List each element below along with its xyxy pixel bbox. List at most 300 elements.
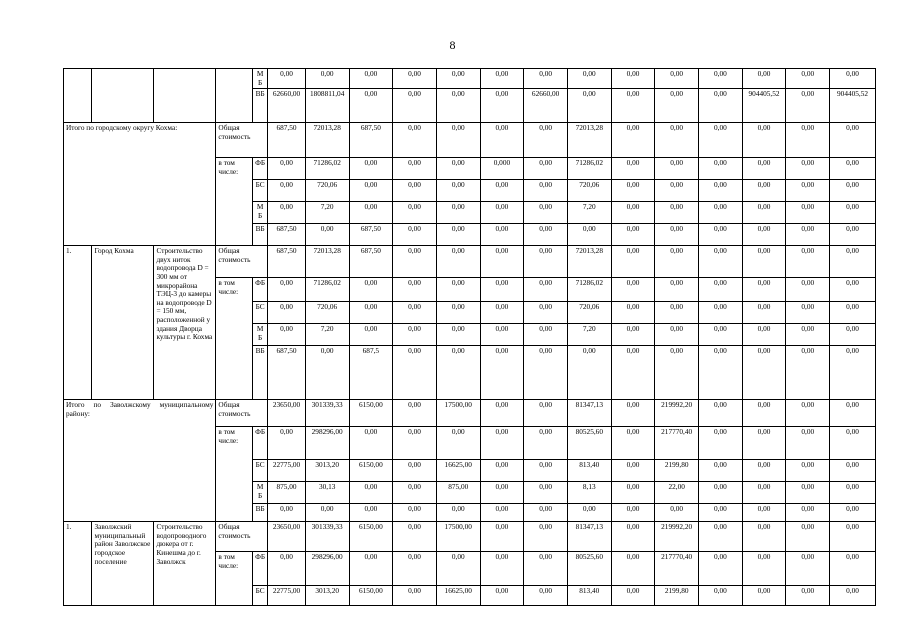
value-cell: 3013,20 [305, 586, 349, 606]
value-cell: 875,00 [268, 482, 306, 504]
value-cell: 0,00 [393, 224, 437, 246]
type-total-label: Общая стоимость [216, 400, 268, 427]
value-cell: 0,00 [830, 482, 876, 504]
value-cell: 0,00 [268, 69, 306, 89]
value-cell: 3013,20 [305, 460, 349, 482]
subtotal-label: Итого по Заволжскому муниципальному району: [64, 400, 216, 522]
value-cell: 0,00 [393, 504, 437, 522]
value-cell: 0,00 [699, 302, 743, 324]
value-cell: 0,00 [480, 324, 524, 346]
value-cell: 0,00 [699, 180, 743, 202]
value-cell: 81347,13 [567, 400, 611, 427]
value-cell: 0,00 [480, 202, 524, 224]
value-cell: 0,00 [655, 202, 699, 224]
value-cell: 7,20 [567, 324, 611, 346]
value-cell: 0,000 [480, 158, 524, 180]
value-cell: 0,00 [393, 302, 437, 324]
value-cell: 71286,02 [567, 158, 611, 180]
value-cell: 0,00 [742, 302, 786, 324]
value-cell: 0,00 [742, 427, 786, 460]
value-cell: 0,00 [611, 460, 655, 482]
value-cell: 0,00 [699, 522, 743, 552]
value-cell: 0,00 [830, 460, 876, 482]
value-cell: 0,00 [305, 69, 349, 89]
value-cell: 0,00 [742, 324, 786, 346]
value-cell: 0,00 [393, 89, 437, 123]
type-including-label: в том числе: [216, 427, 253, 522]
value-cell: 0,00 [524, 224, 568, 246]
value-cell: 0,00 [611, 202, 655, 224]
value-cell: 0,00 [655, 180, 699, 202]
value-cell: 0,00 [305, 224, 349, 246]
value-cell: 0,00 [742, 246, 786, 278]
value-cell: 71286,02 [305, 278, 349, 302]
value-cell: 0,00 [611, 552, 655, 586]
value-cell: 0,00 [349, 552, 393, 586]
value-cell: 0,00 [655, 69, 699, 89]
value-cell: 0,00 [480, 460, 524, 482]
value-cell: 0,00 [393, 522, 437, 552]
value-cell: 80525,60 [567, 552, 611, 586]
value-cell: 0,00 [830, 224, 876, 246]
value-cell: 72013,28 [567, 246, 611, 278]
value-cell: 0,00 [699, 427, 743, 460]
funding-source-cell: ФБ [253, 158, 268, 180]
value-cell: 16625,00 [436, 586, 480, 606]
value-cell: 301339,33 [305, 522, 349, 552]
funding-source-cell: ФБ [253, 427, 268, 460]
value-cell: 0,00 [611, 69, 655, 89]
value-cell: 0,00 [567, 89, 611, 123]
value-cell: 0,00 [567, 224, 611, 246]
value-cell: 0,00 [611, 427, 655, 460]
value-cell: 0,00 [699, 202, 743, 224]
value-cell: 0,00 [393, 324, 437, 346]
value-cell: 0,00 [786, 427, 830, 460]
value-cell: 0,00 [436, 552, 480, 586]
value-cell: 0,00 [524, 158, 568, 180]
value-cell: 0,00 [268, 324, 306, 346]
value-cell: 0,00 [830, 324, 876, 346]
value-cell: 0,00 [611, 324, 655, 346]
value-cell: 0,00 [393, 400, 437, 427]
funding-source-cell: МБ [253, 482, 268, 504]
value-cell: 301339,33 [305, 400, 349, 427]
value-cell: 0,00 [524, 123, 568, 158]
value-cell: 0,00 [305, 346, 349, 400]
value-cell: 0,00 [480, 346, 524, 400]
value-cell: 0,00 [480, 482, 524, 504]
value-cell: 0,00 [524, 346, 568, 400]
value-cell: 0,00 [786, 460, 830, 482]
value-cell: 72013,28 [305, 123, 349, 158]
value-cell: 0,00 [480, 302, 524, 324]
value-cell: 0,00 [611, 302, 655, 324]
item-object: Строительство водопроводного дюкера от г. Кинешма до г. Заволжск [154, 522, 216, 606]
value-cell: 0,00 [436, 123, 480, 158]
funding-source-cell: МБ [253, 69, 268, 89]
value-cell: 687,50 [268, 224, 306, 246]
value-cell: 687,50 [268, 123, 306, 158]
value-cell: 0,00 [611, 224, 655, 246]
value-cell: 0,00 [699, 324, 743, 346]
value-cell: 0,00 [480, 69, 524, 89]
value-cell: 0,00 [268, 158, 306, 180]
value-cell: 0,00 [480, 89, 524, 123]
value-cell: 0,00 [786, 482, 830, 504]
place-cell [92, 69, 154, 123]
value-cell: 0,00 [436, 158, 480, 180]
value-cell: 0,00 [480, 246, 524, 278]
value-cell: 720,06 [567, 180, 611, 202]
type-cell [216, 69, 253, 123]
value-cell: 17500,00 [436, 400, 480, 427]
value-cell: 0,00 [393, 123, 437, 158]
type-including-label: в том числе: [216, 552, 253, 606]
value-cell: 0,00 [830, 427, 876, 460]
value-cell: 0,00 [742, 346, 786, 400]
value-cell: 22775,00 [268, 460, 306, 482]
value-cell: 0,00 [786, 180, 830, 202]
value-cell: 0,00 [393, 482, 437, 504]
value-cell: 0,00 [349, 427, 393, 460]
value-cell: 0,00 [655, 324, 699, 346]
value-cell: 0,00 [742, 224, 786, 246]
value-cell: 0,00 [830, 522, 876, 552]
value-cell: 219992,20 [655, 522, 699, 552]
value-cell: 0,00 [393, 586, 437, 606]
value-cell: 0,00 [742, 586, 786, 606]
value-cell: 0,00 [524, 278, 568, 302]
value-cell: 0,00 [524, 586, 568, 606]
value-cell: 0,00 [349, 302, 393, 324]
value-cell: 875,00 [436, 482, 480, 504]
value-cell: 0,00 [742, 202, 786, 224]
funding-source-cell: БС [253, 180, 268, 202]
funding-source-cell: ВБ [253, 224, 268, 246]
value-cell: 23650,00 [268, 400, 306, 427]
funding-source-cell: ФБ [253, 278, 268, 302]
value-cell: 0,00 [567, 504, 611, 522]
value-cell: 0,00 [786, 302, 830, 324]
value-cell: 0,00 [786, 522, 830, 552]
value-cell: 0,00 [393, 180, 437, 202]
value-cell: 0,00 [436, 202, 480, 224]
value-cell: 0,00 [611, 346, 655, 400]
item-place: Заволжский муниципальный район Заволжское городское поселение [92, 522, 154, 606]
value-cell: 0,00 [699, 346, 743, 400]
value-cell: 0,00 [268, 552, 306, 586]
value-cell: 0,00 [524, 180, 568, 202]
value-cell: 0,00 [480, 522, 524, 552]
value-cell: 0,00 [742, 482, 786, 504]
value-cell: 80525,60 [567, 427, 611, 460]
value-cell: 687,50 [349, 246, 393, 278]
value-cell: 0,00 [655, 278, 699, 302]
value-cell: 0,00 [268, 302, 306, 324]
value-cell: 0,00 [830, 586, 876, 606]
value-cell: 0,00 [699, 69, 743, 89]
value-cell: 62660,00 [268, 89, 306, 123]
value-cell: 0,00 [524, 69, 568, 89]
value-cell: 2199,80 [655, 460, 699, 482]
value-cell: 0,00 [480, 552, 524, 586]
value-cell: 813,40 [567, 586, 611, 606]
value-cell: 0,00 [436, 246, 480, 278]
value-cell: 0,00 [611, 522, 655, 552]
value-cell: 0,00 [742, 400, 786, 427]
value-cell: 0,00 [349, 89, 393, 123]
value-cell: 720,06 [305, 180, 349, 202]
value-cell: 0,00 [611, 158, 655, 180]
funding-source-cell: БС [253, 460, 268, 482]
value-cell: 17500,00 [436, 522, 480, 552]
value-cell: 0,00 [699, 586, 743, 606]
value-cell: 0,00 [524, 522, 568, 552]
value-cell: 0,00 [830, 158, 876, 180]
value-cell: 1808811,04 [305, 89, 349, 123]
object-cell [154, 69, 216, 123]
value-cell: 0,00 [655, 89, 699, 123]
value-cell: 0,00 [524, 400, 568, 427]
value-cell: 0,00 [268, 504, 306, 522]
value-cell: 219992,20 [655, 400, 699, 427]
value-cell: 0,00 [699, 158, 743, 180]
value-cell: 0,00 [436, 89, 480, 123]
value-cell: 72013,28 [305, 246, 349, 278]
value-cell: 0,00 [786, 202, 830, 224]
value-cell: 0,00 [699, 123, 743, 158]
value-cell: 0,00 [393, 346, 437, 400]
value-cell: 0,00 [786, 346, 830, 400]
value-cell: 0,00 [524, 504, 568, 522]
value-cell: 0,00 [611, 400, 655, 427]
value-cell: 0,00 [830, 302, 876, 324]
value-cell: 0,00 [436, 224, 480, 246]
value-cell: 0,00 [611, 89, 655, 123]
type-including-label: в том числе: [216, 278, 253, 400]
item-number: 1. [64, 522, 92, 606]
value-cell: 0,00 [699, 552, 743, 586]
value-cell: 0,00 [830, 552, 876, 586]
value-cell: 0,00 [611, 586, 655, 606]
value-cell: 0,00 [480, 586, 524, 606]
value-cell: 0,00 [655, 123, 699, 158]
value-cell: 0,00 [786, 224, 830, 246]
funding-source-cell: ФБ [253, 552, 268, 586]
value-cell: 687,5 [349, 346, 393, 400]
value-cell: 0,00 [786, 89, 830, 123]
value-cell: 0,00 [742, 460, 786, 482]
value-cell: 0,00 [699, 278, 743, 302]
value-cell: 0,00 [786, 400, 830, 427]
value-cell: 0,00 [830, 346, 876, 400]
value-cell: 0,00 [655, 346, 699, 400]
value-cell: 0,00 [480, 400, 524, 427]
value-cell: 8,13 [567, 482, 611, 504]
value-cell: 0,00 [830, 180, 876, 202]
value-cell: 0,00 [436, 504, 480, 522]
value-cell: 0,00 [742, 522, 786, 552]
value-cell: 904405,52 [742, 89, 786, 123]
value-cell: 0,00 [480, 180, 524, 202]
value-cell: 0,00 [349, 158, 393, 180]
value-cell: 6150,00 [349, 460, 393, 482]
value-cell: 0,00 [480, 224, 524, 246]
value-cell: 0,00 [611, 180, 655, 202]
value-cell: 0,00 [436, 346, 480, 400]
value-cell: 62660,00 [524, 89, 568, 123]
value-cell: 0,00 [436, 69, 480, 89]
funding-source-cell: МБ [253, 202, 268, 224]
value-cell: 0,00 [480, 278, 524, 302]
value-cell: 0,00 [742, 123, 786, 158]
value-cell: 0,00 [524, 552, 568, 586]
value-cell: 687,50 [268, 246, 306, 278]
value-cell: 0,00 [524, 324, 568, 346]
value-cell: 22,00 [655, 482, 699, 504]
value-cell: 0,00 [349, 69, 393, 89]
item-number: 1. [64, 246, 92, 400]
value-cell: 0,00 [393, 158, 437, 180]
value-cell: 298296,00 [305, 552, 349, 586]
value-cell: 0,00 [699, 504, 743, 522]
value-cell: 0,00 [393, 246, 437, 278]
type-total-label: Общая стоимость [216, 123, 268, 158]
value-cell: 7,20 [305, 324, 349, 346]
value-cell: 0,00 [830, 246, 876, 278]
value-cell: 0,00 [393, 202, 437, 224]
value-cell: 720,06 [305, 302, 349, 324]
value-cell: 0,00 [524, 482, 568, 504]
value-cell: 0,00 [349, 202, 393, 224]
value-cell: 6150,00 [349, 522, 393, 552]
value-cell: 0,00 [742, 180, 786, 202]
value-cell: 0,00 [742, 504, 786, 522]
value-cell: 0,00 [393, 460, 437, 482]
value-cell: 0,00 [655, 224, 699, 246]
value-cell: 0,00 [524, 246, 568, 278]
value-cell: 0,00 [480, 123, 524, 158]
value-cell: 0,00 [480, 427, 524, 460]
value-cell: 0,00 [611, 504, 655, 522]
value-cell: 0,00 [436, 324, 480, 346]
value-cell: 0,00 [699, 246, 743, 278]
value-cell: 22775,00 [268, 586, 306, 606]
funding-source-cell: ВБ [253, 504, 268, 522]
value-cell: 0,00 [742, 158, 786, 180]
value-cell: 0,00 [786, 324, 830, 346]
page-number: 8 [449, 38, 456, 52]
type-including-label: в том числе: [216, 158, 253, 246]
value-cell: 298296,00 [305, 427, 349, 460]
value-cell: 0,00 [436, 302, 480, 324]
value-cell: 0,00 [699, 400, 743, 427]
funding-source-cell: ВБ [253, 346, 268, 400]
subtotal-label: Итого по городскому округу Кохма: [64, 123, 216, 246]
value-cell: 0,00 [655, 158, 699, 180]
type-total-label: Общая стоимость [216, 246, 268, 278]
value-cell: 0,00 [830, 123, 876, 158]
value-cell: 0,00 [699, 224, 743, 246]
value-cell: 30,13 [305, 482, 349, 504]
value-cell: 0,00 [436, 180, 480, 202]
value-cell: 72013,28 [567, 123, 611, 158]
value-cell: 0,00 [786, 586, 830, 606]
value-cell: 0,00 [742, 278, 786, 302]
item-object: Строительство двух ниток водопровода D = 300 мм от микрорайона ТЭЦ-3 до камеры на водопроводе D = 150 мм, расположенной у здания Дворца культуры г. Кохма [154, 246, 216, 400]
value-cell: 0,00 [830, 400, 876, 427]
value-cell: 0,00 [524, 460, 568, 482]
value-cell: 904405,52 [830, 89, 876, 123]
value-cell: 0,00 [786, 504, 830, 522]
value-cell: 0,00 [699, 460, 743, 482]
value-cell: 687,50 [349, 123, 393, 158]
value-cell: 0,00 [611, 123, 655, 158]
value-cell: 0,00 [268, 180, 306, 202]
value-cell: 0,00 [611, 278, 655, 302]
value-cell: 0,00 [742, 69, 786, 89]
value-cell: 0,00 [268, 427, 306, 460]
value-cell: 23650,00 [268, 522, 306, 552]
value-cell: 0,00 [349, 324, 393, 346]
value-cell: 0,00 [655, 302, 699, 324]
budget-table [63, 68, 876, 606]
value-cell: 0,00 [393, 69, 437, 89]
funding-source-cell: МБ [253, 324, 268, 346]
value-cell: 0,00 [786, 123, 830, 158]
value-cell: 0,00 [830, 202, 876, 224]
funding-source-cell: БС [253, 302, 268, 324]
value-cell: 217770,40 [655, 552, 699, 586]
value-cell: 0,00 [567, 69, 611, 89]
value-cell: 0,00 [655, 246, 699, 278]
value-cell: 6150,00 [349, 586, 393, 606]
value-cell: 0,00 [480, 504, 524, 522]
value-cell: 2199,80 [655, 586, 699, 606]
value-cell: 0,00 [268, 278, 306, 302]
value-cell: 7,20 [305, 202, 349, 224]
value-cell: 0,00 [830, 69, 876, 89]
value-cell: 0,00 [349, 504, 393, 522]
value-cell: 0,00 [349, 278, 393, 302]
value-cell: 0,00 [524, 202, 568, 224]
value-cell: 687,50 [349, 224, 393, 246]
value-cell: 0,00 [393, 427, 437, 460]
value-cell: 0,00 [699, 89, 743, 123]
type-total-label: Общая стоимость [216, 522, 268, 552]
value-cell: 81347,13 [567, 522, 611, 552]
value-cell: 0,00 [611, 482, 655, 504]
value-cell: 0,00 [786, 69, 830, 89]
item-place: Город Кохма [92, 246, 154, 400]
value-cell: 0,00 [393, 278, 437, 302]
value-cell: 217770,40 [655, 427, 699, 460]
value-cell: 0,00 [349, 482, 393, 504]
funding-source-cell: ВБ [253, 89, 268, 123]
value-cell: 0,00 [611, 246, 655, 278]
value-cell: 0,00 [742, 552, 786, 586]
value-cell: 0,00 [393, 552, 437, 586]
value-cell: 0,00 [786, 552, 830, 586]
value-cell: 0,00 [699, 482, 743, 504]
value-cell: 0,00 [655, 504, 699, 522]
value-cell: 0,00 [524, 427, 568, 460]
value-cell: 0,00 [349, 180, 393, 202]
value-cell: 0,00 [436, 427, 480, 460]
value-cell: 687,50 [268, 346, 306, 400]
value-cell: 71286,02 [567, 278, 611, 302]
